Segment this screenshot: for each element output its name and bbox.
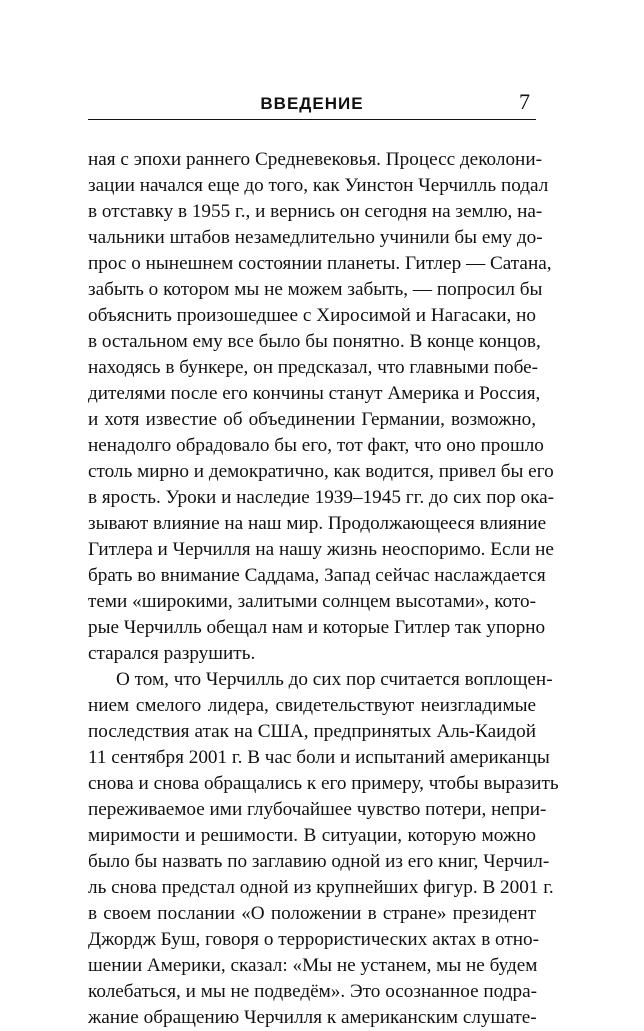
text-line: зации начался еще до того, как Уинстон Черчилль подал — [88, 175, 549, 196]
text-line: в ярость. Уроки и наследие 1939–1945 гг. до сих пор ока- — [88, 487, 555, 508]
text-line: забыть о котором мы не можем забыть, — попросил бы — [88, 279, 543, 300]
text-line: старался разрушить. — [88, 643, 256, 664]
text-line: 11 сентября 2001 г. В час боли и испытаний американцы — [88, 747, 550, 768]
text-line: снова и снова обращались к его примеру, чтобы выразить — [88, 773, 559, 794]
text-line: ненадолго обрадовало бы его, тот факт, что оно прошло — [88, 435, 544, 456]
text-line: О том, что Черчилль до сих пор считается воплощен- — [116, 669, 553, 690]
text-line: миримости и решимости. В ситуации, которую можно — [88, 825, 536, 846]
text-line: было бы назвать по заглавию одной из его книг, Черчил- — [88, 851, 550, 872]
text-line: прос о нынешнем состоянии планеты. Гитлер — Сатана, — [88, 253, 552, 274]
text-line: в отставку в 1955 г., и вернись он сегодня на землю, на- — [88, 201, 543, 222]
text-line: зывают влияние на наш мир. Продолжающееся влияние — [88, 513, 547, 534]
chapter-title: ВВЕДЕНИЕ — [260, 94, 364, 113]
text-line: чальники штабов незамедлительно учинили бы ему до- — [88, 227, 543, 248]
text-line: рые Черчилль обещал нам и которые Гитлер так упорно — [88, 617, 546, 638]
text-line: Джордж Буш, говоря о террористических актах в отно- — [88, 929, 540, 950]
text-line: Гитлера и Черчилля на нашу жизнь неоспоримо. Если не — [88, 539, 554, 560]
text-line: и хотя известие об объединении Германии, возможно, — [88, 409, 536, 430]
text-line: колебаться, и мы не подведём». Это осознанное подра- — [88, 981, 537, 1002]
text-line: брать во внимание Саддама, Запад сейчас наслаждается — [88, 565, 546, 586]
body-text — [88, 147, 559, 1031]
paragraph-2 — [88, 667, 559, 1031]
text-line: находясь в бункере, он предсказал, что главными побе- — [88, 357, 539, 378]
text-line: шении Америки, сказал: «Мы не устанем, мы не будем — [88, 955, 538, 976]
header-rule — [88, 119, 536, 120]
text-line: ная с эпохи раннего Средневековья. Процесс деколони- — [88, 149, 542, 170]
text-line: в своем послании «О положении в стране» президент — [88, 903, 536, 924]
text-line: в остальном ему все было бы понятно. В конце концов, — [88, 331, 541, 352]
text-line: переживаемое ими глубочайшее чувство потери, непри- — [88, 799, 547, 820]
text-line: объяснить произошедшее с Хиросимой и Нагасаки, но — [88, 305, 536, 326]
text-line: ль снова предстал одной из крупнейших фигур. В 2001 г. — [88, 877, 554, 898]
page-number: 7 — [519, 89, 530, 114]
text-line: последствия атак на США, предпринятых Аль-Каидой — [88, 721, 536, 742]
text-line: теми «широкими, залитыми солнцем высотами», кото- — [88, 591, 536, 612]
text-line: столь мирно и демократично, как водится, привел бы его — [88, 461, 554, 482]
text-line: нием смелого лидера, свидетельствуют неизгладимые — [88, 695, 536, 716]
running-header — [88, 89, 536, 123]
text-line: дителями после его кончины станут Америка и Россия, — [88, 383, 541, 404]
text-line: жание обращению Черчилля к американским слушате- — [88, 1007, 537, 1028]
paragraph-1 — [88, 147, 555, 667]
